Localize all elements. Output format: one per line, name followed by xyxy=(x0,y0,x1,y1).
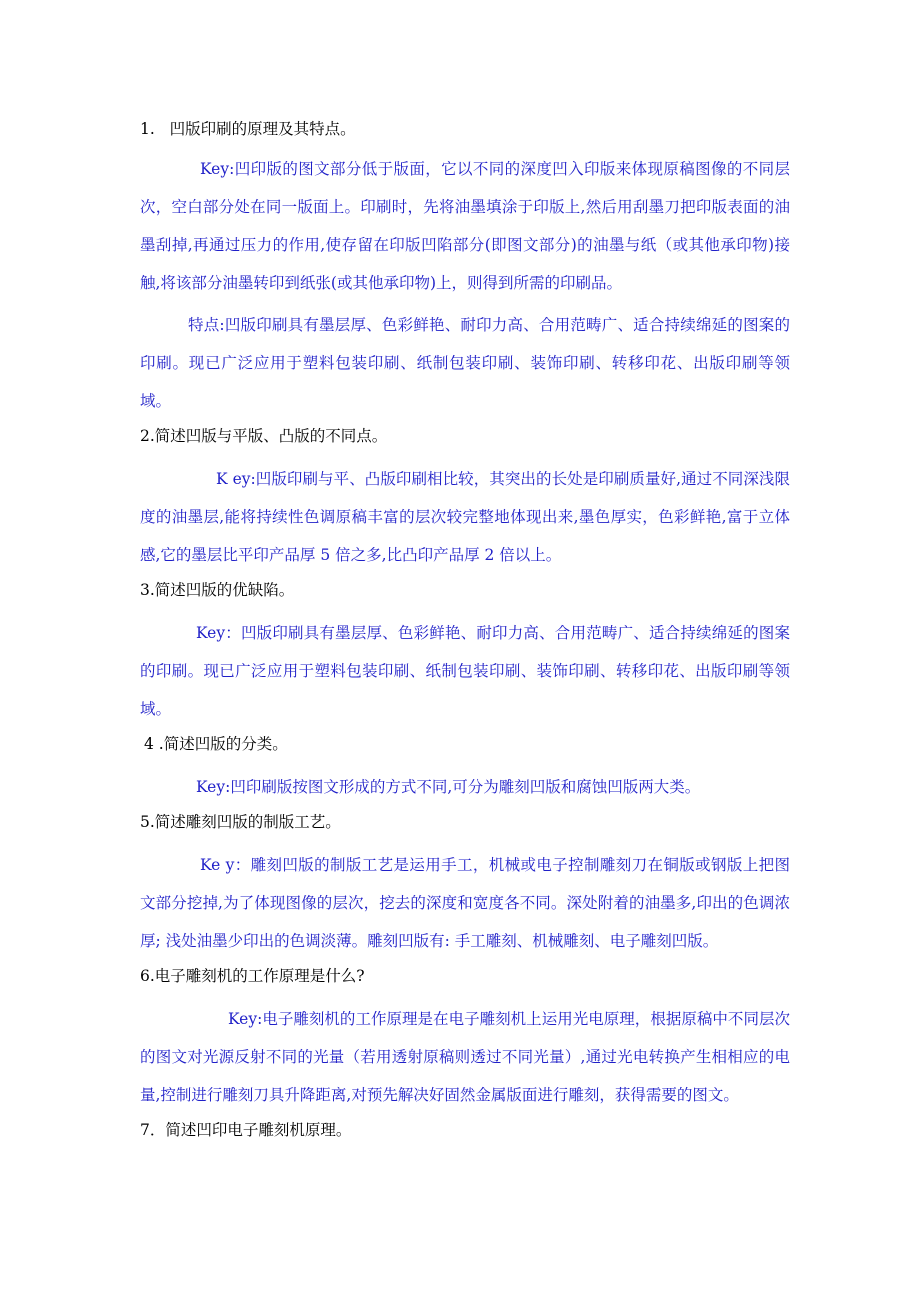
question-3-answer: Key：凹版印刷具有墨层厚、色彩鲜艳、耐印力高、合用范畴广、适合持续绵延的图案的印刷。现已广泛应用于塑料包装印刷、纸制包装印刷、装饰印刷、转移印花、出版印刷等领域。 xyxy=(140,624,790,718)
question-5-answer: Ke y：雕刻凹版的制版工艺是运用手工，机械或电子控制雕刻刀在铜版或钢版上把图文部分挖掉,为了体现图像的层次，挖去的深度和宽度各不同。深处附着的油墨多,印出的色调浓厚; 浅处油墨少印出的色调淡薄。雕刻凹版有: 手工雕刻、机械雕刻、电子雕刻凹版。 xyxy=(140,856,790,950)
question-4-answer: Key:凹印刷版按图文形成的方式不同,可分为雕刻凹版和腐蚀凹版两大类。 xyxy=(196,778,701,796)
question-5-title: 5.简述雕刻凹版的制版工艺。 xyxy=(140,813,341,831)
question-7-title: 7．简述凹印电子雕刻机原理。 xyxy=(140,1121,352,1139)
question-1-title: 1. 凹版印刷的原理及其特点。 xyxy=(140,120,356,138)
question-4-title: 4 .简述凹版的分类。 xyxy=(144,735,288,753)
question-1-answer-features: 特点:凹版印刷具有墨层厚、色彩鲜艳、耐印力高、合用范畴广、适合持续绵延的图案的印刷。现已广泛应用于塑料包装印刷、纸制包装印刷、装饰印刷、转移印花、出版印刷等领域。 xyxy=(140,316,790,410)
question-2-title: 2.简述凹版与平版、凸版的不同点。 xyxy=(140,427,388,445)
question-6-title: 6.电子雕刻机的工作原理是什么? xyxy=(140,967,365,985)
question-6-answer: Key:电子雕刻机的工作原理是在电子雕刻机上运用光电原理，根据原稿中不同层次的图文对光源反射不同的光量（若用透射原稿则透过不同光量）,通过光电转换产生相相应的电量,控制进行雕刻刀具升降距离,对预先解决好固然金属版面进行雕刻，获得需要的图文。 xyxy=(140,1010,790,1104)
question-2-answer: K ey:凹版印刷与平、凸版印刷相比较，其突出的长处是印刷质量好,通过不同深浅限度的油墨层,能将持续性色调原稿丰富的层次较完整地体现出来,墨色厚实，色彩鲜艳,富于立体感,它的墨层比平印产品厚 5 倍之多,比凸印产品厚 2 倍以上。 xyxy=(140,470,790,564)
question-3-title: 3.简述凹版的优缺陷。 xyxy=(140,581,295,599)
question-1-answer-key: Key:凹印版的图文部分低于版面，它以不同的深度凹入印版来体现原稿图像的不同层次，空白部分处在同一版面上。印刷时，先将油墨填涂于印版上,然后用刮墨刀把印版表面的油墨刮掉,再通过压力的作用,使存留在印版凹陷部分(即图文部分)的油墨与纸（或其他承印物)接触,将该部分油墨转印到纸张(或其他承印物)上，则得到所需的印刷品。 xyxy=(140,160,790,292)
